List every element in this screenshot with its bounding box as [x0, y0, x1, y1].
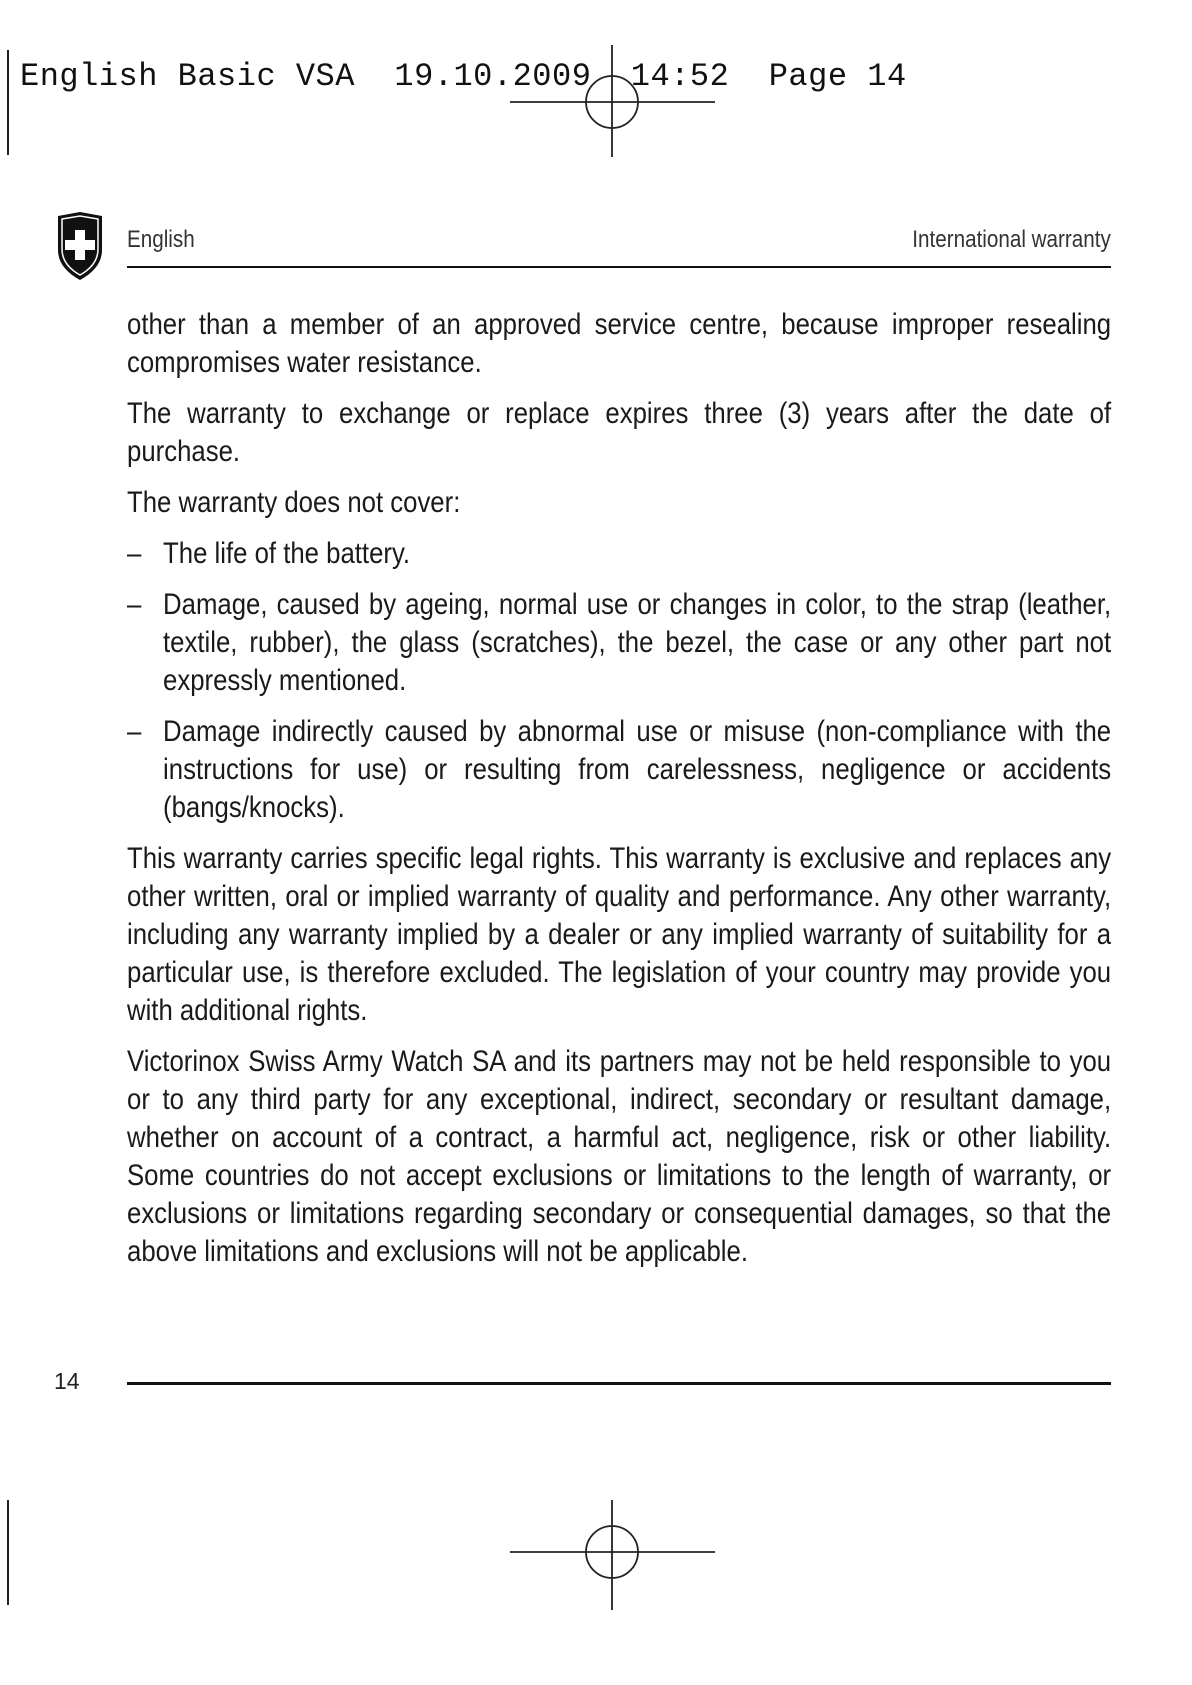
page-number: 14	[54, 1368, 80, 1394]
header-section-title: International warranty	[912, 226, 1111, 253]
list-item-text: Damage, caused by ageing, normal use or changes in color, to the strap (leather, textile, rubber), the glass (scratches), the bezel, the case or any other part not expressly mentioned.	[163, 588, 1112, 697]
crop-mark-top-left	[7, 50, 9, 155]
crop-mark-bottom-left	[7, 1500, 9, 1605]
list-item	[127, 586, 1111, 700]
list-item-text: The life of the battery.	[163, 537, 411, 570]
list-item-text: Damage indirectly caused by abnormal use or misuse (non-compliance with the instructions for use) or resulting from carelessness, negligence or accidents (bangs/knocks).	[163, 715, 1112, 824]
header-language: English	[127, 226, 195, 253]
paragraph: The warranty to exchange or replace expires three (3) years after the date of purchase.	[127, 397, 1112, 468]
exclusions-list	[127, 535, 1111, 827]
bullet-dash: –	[127, 588, 142, 621]
warranty-text	[127, 306, 1111, 1284]
registration-mark-bottom-icon	[510, 1500, 720, 1610]
paragraph: The warranty does not cover:	[127, 486, 461, 519]
header-rule	[127, 266, 1111, 268]
bullet-dash: –	[127, 537, 142, 570]
paragraph: This warranty carries specific legal rights. This warranty is exclusive and replaces any other written, oral or implied warranty of quality and performance. Any other warranty, including any warranty implied by a dealer or any implied warranty of suitability for a particular use, is therefore excluded. The legislation of your country may provide you with additional rights.	[127, 842, 1112, 1027]
paragraph: Victorinox Swiss Army Watch SA and its partners may not be held responsible to you or to any third party for any exceptional, indirect, secondary or resultant damage, whether on account of a contract, a harmful act, negligence, risk or other liability. Some countries do not accept exclusions or limitations to the length of warranty, or exclusions or limitations regarding secondary or consequential damages, so that the above limitations and exclusions will not be applicable.	[127, 1045, 1112, 1268]
list-item	[127, 713, 1111, 827]
footer-rule	[127, 1382, 1111, 1385]
registration-mark-top-icon	[510, 45, 720, 157]
print-slug: English Basic VSA 19.10.2009 14:52 Page 14	[20, 58, 907, 95]
bullet-dash: –	[127, 715, 142, 748]
list-item	[127, 535, 1111, 573]
swiss-cross-shield-icon	[52, 210, 108, 282]
paragraph: other than a member of an approved service centre, because improper resealing compromises water resistance.	[127, 308, 1112, 379]
